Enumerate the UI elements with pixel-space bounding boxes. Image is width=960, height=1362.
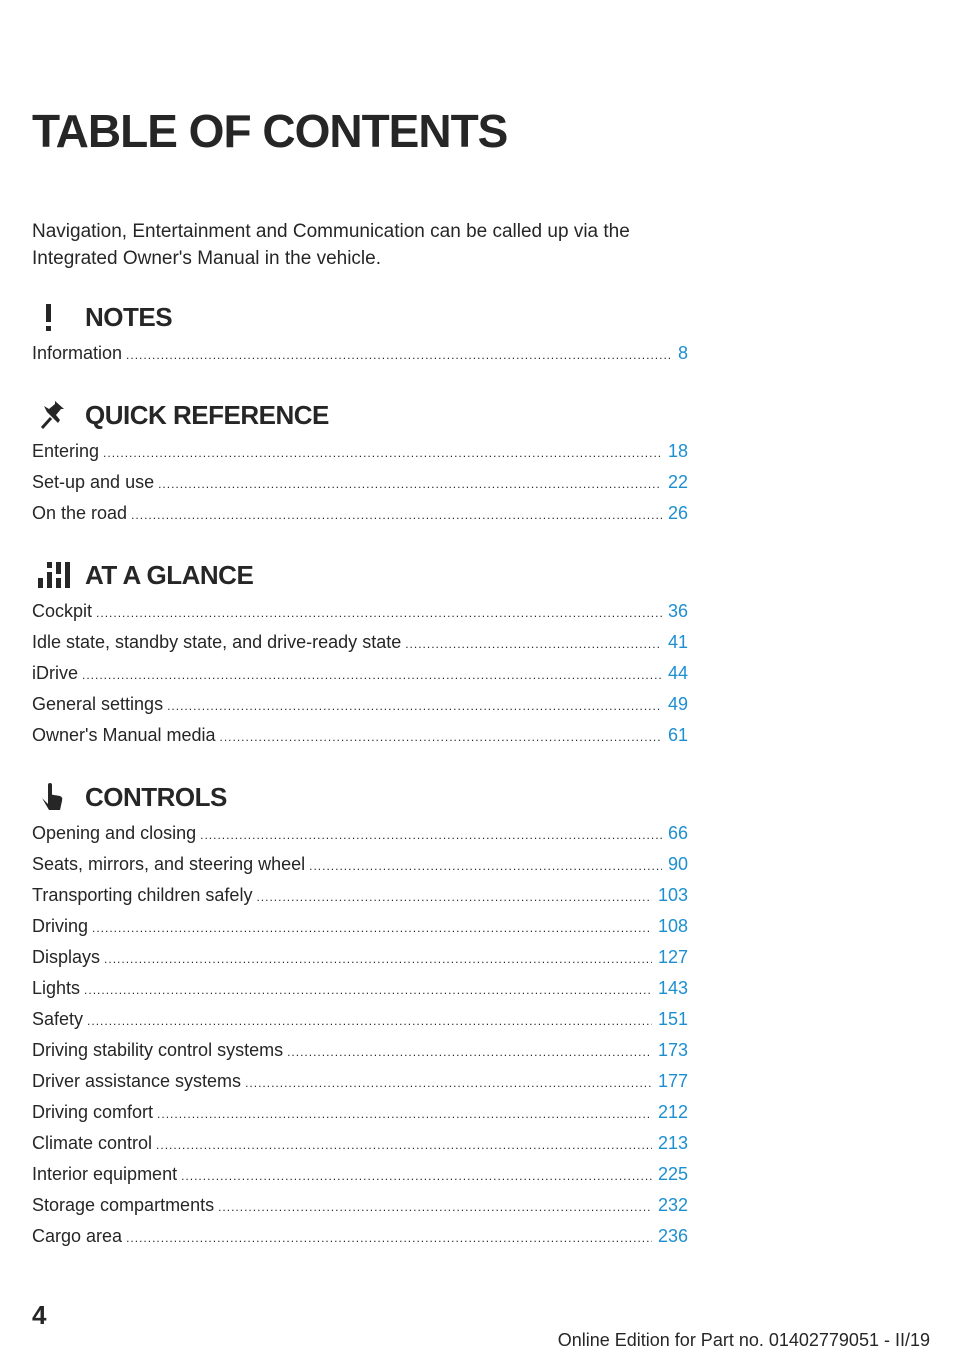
dot-leader bbox=[181, 1161, 652, 1190]
toc-entry[interactable] bbox=[32, 818, 688, 849]
section-header-notes bbox=[32, 300, 172, 334]
toc-entry-label: Safety bbox=[32, 1009, 84, 1029]
toc-entry[interactable] bbox=[32, 1004, 688, 1035]
toc-entry[interactable] bbox=[32, 658, 688, 689]
dot-leader bbox=[405, 629, 662, 658]
toc-entry[interactable] bbox=[32, 880, 688, 911]
dot-leader bbox=[256, 882, 652, 911]
toc-entry-label: Information bbox=[32, 343, 123, 363]
dot-leader bbox=[126, 1223, 652, 1252]
toc-entry-label: Opening and closing bbox=[32, 823, 197, 843]
toc-entry-page[interactable]: 173 bbox=[657, 1040, 688, 1060]
toc-entry[interactable] bbox=[32, 436, 688, 467]
toc-entry[interactable] bbox=[32, 498, 688, 529]
bar-grid-icon bbox=[32, 558, 72, 592]
toc-entry-page[interactable]: 90 bbox=[667, 854, 688, 874]
dot-leader bbox=[92, 913, 652, 942]
toc-entry-page[interactable]: 212 bbox=[657, 1102, 688, 1122]
toc-entry[interactable] bbox=[32, 1128, 688, 1159]
dot-leader bbox=[158, 469, 662, 498]
dot-leader bbox=[309, 851, 662, 880]
intro-text: Navigation, Entertainment and Communication can be called up via the Integrated Owner's Manual in the vehicle. bbox=[32, 221, 630, 269]
toc-entry-page[interactable]: 127 bbox=[657, 947, 688, 967]
toc-entry-label: Climate control bbox=[32, 1133, 153, 1153]
dot-leader bbox=[126, 340, 672, 369]
dot-leader bbox=[96, 598, 662, 627]
dot-leader bbox=[87, 1006, 652, 1035]
toc-entry-label: General settings bbox=[32, 694, 164, 714]
toc-entry-page[interactable]: 177 bbox=[657, 1071, 688, 1091]
toc-entry-label: Storage compartments bbox=[32, 1195, 215, 1215]
toc-entry-page[interactable]: 108 bbox=[657, 916, 688, 936]
toc-entry-label: Cockpit bbox=[32, 601, 93, 621]
exclamation-icon bbox=[32, 300, 72, 334]
toc-entry[interactable] bbox=[32, 596, 688, 627]
toc-entry-page[interactable]: 236 bbox=[657, 1226, 688, 1246]
toc-entry-label: Entering bbox=[32, 441, 100, 461]
toc-entry[interactable] bbox=[32, 942, 688, 973]
toc-entry-page[interactable]: 22 bbox=[667, 472, 688, 492]
section-title: QUICK REFERENCE bbox=[85, 399, 329, 430]
toc-entry-page[interactable]: 143 bbox=[657, 978, 688, 998]
dot-leader bbox=[84, 975, 652, 1004]
toc-entry[interactable] bbox=[32, 849, 688, 880]
dot-leader bbox=[82, 660, 662, 689]
toc-entry[interactable] bbox=[32, 627, 688, 658]
dot-leader bbox=[104, 944, 652, 973]
pushpin-icon bbox=[32, 398, 72, 432]
toc-entry-label: Owner's Manual media bbox=[32, 725, 216, 745]
toc-entry-page[interactable]: 44 bbox=[667, 663, 688, 683]
toc-entry[interactable] bbox=[32, 911, 688, 942]
toc-list-notes bbox=[32, 338, 688, 369]
toc-entry-page[interactable]: 49 bbox=[667, 694, 688, 714]
toc-entry[interactable] bbox=[32, 1190, 688, 1221]
toc-list-controls bbox=[32, 818, 688, 1252]
section-title: CONTROLS bbox=[85, 781, 227, 812]
toc-entry-page[interactable]: 41 bbox=[667, 632, 688, 652]
toc-entry-label: Idle state, standby state, and drive-ready state bbox=[32, 632, 402, 652]
toc-list-quick-reference bbox=[32, 436, 688, 529]
section-title: NOTES bbox=[85, 301, 173, 332]
toc-entry[interactable] bbox=[32, 1221, 688, 1252]
toc-entry-page[interactable]: 26 bbox=[667, 503, 688, 523]
toc-entry[interactable] bbox=[32, 338, 688, 369]
toc-entry-label: Seats, mirrors, and steering wheel bbox=[32, 854, 306, 874]
toc-entry[interactable] bbox=[32, 689, 688, 720]
toc-entry[interactable] bbox=[32, 1066, 688, 1097]
toc-entry-label: On the road bbox=[32, 503, 128, 523]
dot-leader bbox=[287, 1037, 652, 1066]
footer-edition-note: Online Edition for Part no. 01402779051 - II/19 bbox=[557, 1330, 930, 1350]
section-header-at-a-glance bbox=[32, 558, 253, 592]
toc-entry-page[interactable]: 18 bbox=[667, 441, 688, 461]
pointing-hand-icon bbox=[32, 780, 72, 814]
toc-entry-label: Driving bbox=[32, 916, 89, 936]
toc-entry-label: Driving stability control systems bbox=[32, 1040, 284, 1060]
dot-leader bbox=[131, 500, 662, 529]
toc-entry[interactable] bbox=[32, 467, 688, 498]
toc-entry-page[interactable]: 36 bbox=[667, 601, 688, 621]
page-number: 4 bbox=[32, 1300, 47, 1330]
dot-leader bbox=[167, 691, 662, 720]
toc-entry-label: Cargo area bbox=[32, 1226, 123, 1246]
toc-entry-page[interactable]: 103 bbox=[657, 885, 688, 905]
toc-entry[interactable] bbox=[32, 1097, 688, 1128]
toc-entry-page[interactable]: 151 bbox=[657, 1009, 688, 1029]
toc-entry-label: Set-up and use bbox=[32, 472, 155, 492]
toc-entry-label: Driving comfort bbox=[32, 1102, 154, 1122]
toc-entry-page[interactable]: 213 bbox=[657, 1133, 688, 1153]
toc-entry-page[interactable]: 61 bbox=[667, 725, 688, 745]
toc-entry-label: Lights bbox=[32, 978, 81, 998]
toc-entry-page[interactable]: 225 bbox=[657, 1164, 688, 1184]
toc-entry-label: Driver assistance systems bbox=[32, 1071, 242, 1091]
toc-entry-label: Interior equipment bbox=[32, 1164, 178, 1184]
toc-entry[interactable] bbox=[32, 720, 688, 751]
toc-entry-label: Transporting children safely bbox=[32, 885, 253, 905]
dot-leader bbox=[157, 1099, 652, 1128]
dot-leader bbox=[103, 438, 662, 467]
section-title: AT A GLANCE bbox=[85, 559, 254, 590]
toc-entry[interactable] bbox=[32, 973, 688, 1004]
dot-leader bbox=[220, 722, 662, 751]
page-title: TABLE OF CONTENTS bbox=[32, 105, 508, 157]
toc-entry-page[interactable]: 66 bbox=[667, 823, 688, 843]
toc-entry[interactable] bbox=[32, 1159, 688, 1190]
section-header-quick-reference bbox=[32, 398, 329, 432]
section-header-controls bbox=[32, 780, 227, 814]
toc-entry-label: iDrive bbox=[32, 663, 79, 683]
dot-leader bbox=[245, 1068, 652, 1097]
dot-leader bbox=[156, 1130, 652, 1159]
toc-entry-page[interactable]: 232 bbox=[657, 1195, 688, 1215]
toc-entry[interactable] bbox=[32, 1035, 688, 1066]
toc-list-at-a-glance bbox=[32, 596, 688, 751]
toc-entry-label: Displays bbox=[32, 947, 101, 967]
dot-leader bbox=[200, 820, 662, 849]
toc-entry-page[interactable]: 8 bbox=[677, 343, 688, 363]
dot-leader bbox=[218, 1192, 652, 1221]
